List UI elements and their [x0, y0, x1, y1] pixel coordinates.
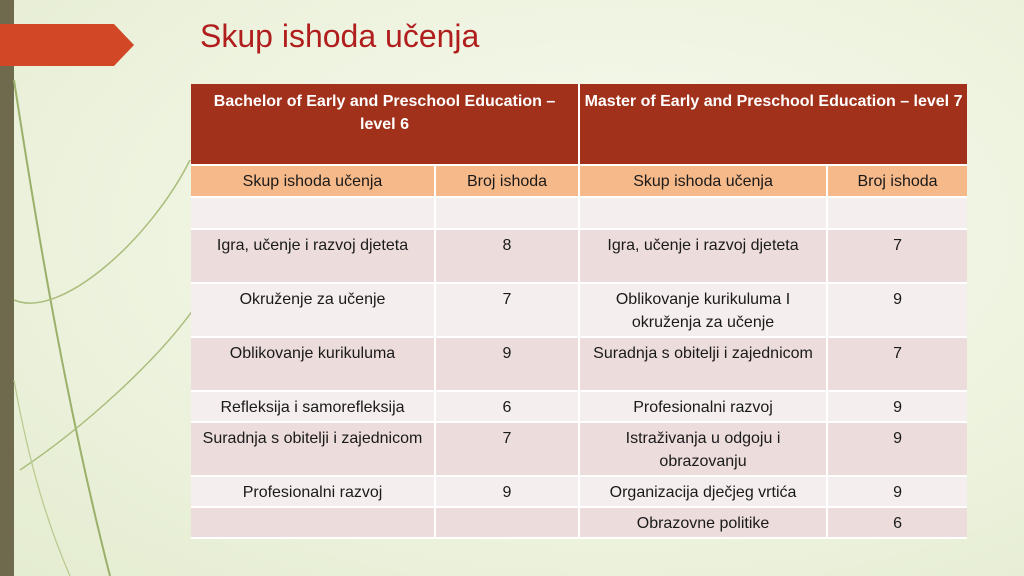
column-header: Broj ishoda: [827, 165, 967, 197]
table-cell: Istraživanja u odgoju i obrazovanju: [579, 422, 827, 476]
title-arrow-shape: [0, 24, 134, 66]
table-cell: 9: [827, 283, 967, 337]
table-cell: Suradnja s obitelji i zajednicom: [579, 337, 827, 391]
table-row: [191, 337, 967, 391]
page-title: Skup ishoda učenja: [200, 18, 480, 54]
table-cell: Okruženje za učenje: [191, 283, 435, 337]
table-cell: 9: [827, 422, 967, 476]
table-cell: [435, 507, 579, 538]
table-row: [191, 476, 967, 507]
table-row: [191, 229, 967, 283]
program-header-bachelor: Bachelor of Early and Preschool Education – level 6: [191, 84, 579, 165]
learning-outcomes-table: [191, 84, 967, 539]
table-cell: [827, 197, 967, 229]
table-row: [191, 422, 967, 476]
table-cell: Obrazovne politike: [579, 507, 827, 538]
table-cell: Organizacija dječjeg vrtića: [579, 476, 827, 507]
table-cell: 9: [827, 391, 967, 422]
table-cell: 8: [435, 229, 579, 283]
table-cell: 7: [435, 422, 579, 476]
table-cell: 6: [827, 507, 967, 538]
table-cell: Suradnja s obitelji i zajednicom: [191, 422, 435, 476]
table-cell: Igra, učenje i razvoj djeteta: [579, 229, 827, 283]
table-cell: 9: [827, 476, 967, 507]
table-cell: [435, 197, 579, 229]
table-row: [191, 197, 967, 229]
table-cell: Igra, učenje i razvoj djeteta: [191, 229, 435, 283]
column-header: Skup ishoda učenja: [579, 165, 827, 197]
table-row: [191, 507, 967, 538]
program-header-master: Master of Early and Preschool Education – level 7: [579, 84, 967, 165]
table-cell: 7: [827, 229, 967, 283]
table-cell: 7: [435, 283, 579, 337]
table-cell: Profesionalni razvoj: [579, 391, 827, 422]
column-header: Skup ishoda učenja: [191, 165, 435, 197]
column-header-row: [191, 165, 967, 197]
table-cell: 9: [435, 337, 579, 391]
table-cell: [191, 197, 435, 229]
table-cell: Refleksija i samorefleksija: [191, 391, 435, 422]
table-cell: 9: [435, 476, 579, 507]
table-row: [191, 391, 967, 422]
column-header: Broj ishoda: [435, 165, 579, 197]
table-cell: 7: [827, 337, 967, 391]
table-cell: 6: [435, 391, 579, 422]
table-cell: Profesionalni razvoj: [191, 476, 435, 507]
table-cell: Oblikovanje kurikuluma: [191, 337, 435, 391]
program-header-row: [191, 84, 967, 165]
table-cell: Oblikovanje kurikuluma I okruženja za učenje: [579, 283, 827, 337]
table-row: [191, 283, 967, 337]
table-cell: [191, 507, 435, 538]
table-cell: [579, 197, 827, 229]
